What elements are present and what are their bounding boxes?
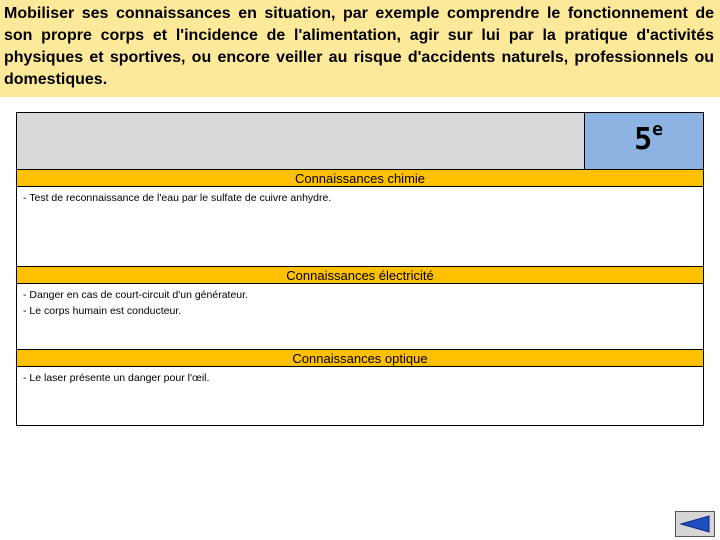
list-item: - Le laser présente un danger pour l'œil. bbox=[23, 372, 210, 384]
section-title-optique: Connaissances optique bbox=[17, 349, 703, 367]
list-item: - Le corps humain est conducteur. bbox=[23, 305, 182, 317]
knowledge-panel bbox=[16, 112, 704, 426]
section-content-chimie bbox=[23, 190, 693, 206]
section-content-optique bbox=[23, 370, 693, 386]
section-content-electricite bbox=[23, 287, 693, 319]
level-number: 5 bbox=[634, 122, 653, 157]
level-suffix: e bbox=[652, 119, 663, 140]
section-title-electricite: Connaissances électricité bbox=[17, 266, 703, 284]
section-title-chimie: Connaissances chimie bbox=[17, 169, 703, 187]
objective-text: Mobiliser ses connaissances en situation, par exemple comprendre le fonctionnement de son propre corps et l'incidence de l'alimentation, agir sur lui par la pratique d'activités physiques et sportives, ou encore veiller au risque d'accidents naturels, professionnels ou domestiques. bbox=[4, 5, 714, 88]
panel-header bbox=[17, 113, 703, 169]
list-item: - Danger en cas de court-circuit d'un générateur. bbox=[23, 289, 248, 301]
list-item: - Test de reconnaissance de l'eau par le sulfate de cuivre anhydre. bbox=[23, 192, 332, 204]
level-label bbox=[634, 119, 663, 161]
level-badge bbox=[585, 113, 703, 169]
objective-banner bbox=[0, 0, 720, 97]
back-button[interactable] bbox=[675, 511, 715, 537]
back-arrow-icon bbox=[679, 515, 711, 533]
header-blank-cell bbox=[17, 113, 585, 169]
